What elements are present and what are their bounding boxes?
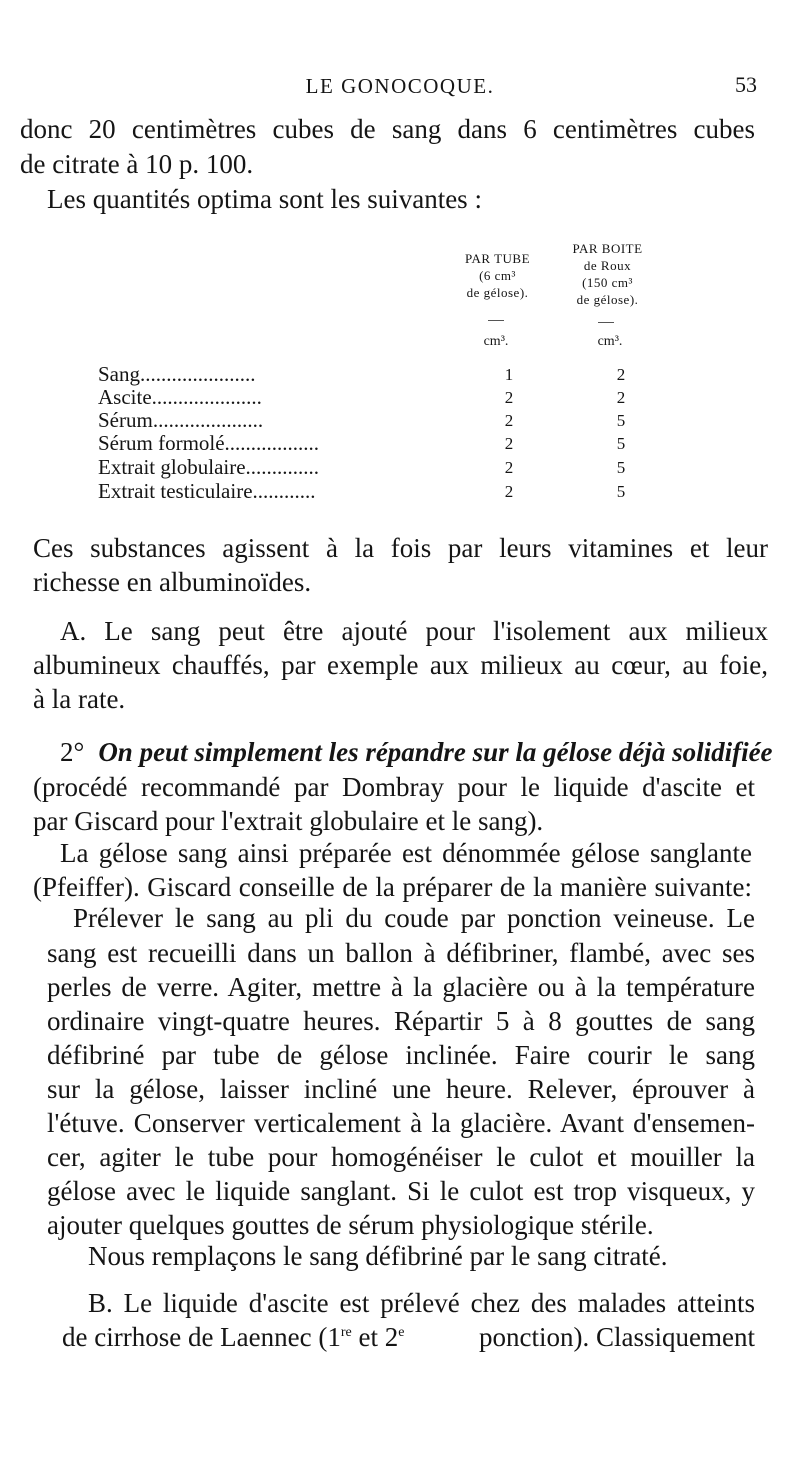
table-row-label: Ascite..................... xyxy=(98,385,262,409)
paragraph-1-line: richesse en albuminoïdes. xyxy=(33,567,312,597)
paragraph-2-number: 2° xyxy=(60,737,85,767)
paragraph-b-line-2 xyxy=(62,1324,755,1351)
ordinal-superscript: e xyxy=(398,1325,405,1340)
table-row-label: Extrait globulaire.............. xyxy=(98,455,320,479)
paragraph-b-line-2-start xyxy=(62,1324,404,1351)
ordinal-superscript: re xyxy=(340,1325,352,1340)
paragraph-2-first-line xyxy=(60,737,773,767)
table-row-value-boite: 2 xyxy=(616,388,626,407)
paragraph-3-line: La gélose sang ainsi préparée est dénommée gélose sanglante xyxy=(60,838,752,868)
paragraph-4-line: sur la gélose, laisser incliné une heure. Relever, éprouver à xyxy=(47,1074,755,1104)
col2-head-line: PAR BOITE xyxy=(572,241,643,256)
table-row-value-tube: 2 xyxy=(504,458,514,477)
paragraph-b-text: de cirrhose de Laennec (1 xyxy=(62,1322,341,1352)
intro-line-2: de citrate à 10 p. 100. xyxy=(20,149,254,179)
table-row-value-tube: 2 xyxy=(504,434,514,453)
paragraph-a-line: à la rate. xyxy=(33,684,126,714)
table-row-label: Sang...................... xyxy=(98,362,256,386)
col1-head-line: de gélose). xyxy=(466,285,529,300)
table-row-label: Extrait testiculaire............ xyxy=(98,479,316,503)
table-col1-header xyxy=(445,250,550,301)
paragraph-4-line: gélose avec le liquide sanglant. Si le culot est trop visqueux, y xyxy=(47,1176,755,1206)
col1-rule xyxy=(488,320,504,321)
table-row-value-tube: 1 xyxy=(504,365,514,384)
paragraph-4-line: ajouter quelques gouttes de sérum physiologique stérile. xyxy=(47,1210,654,1240)
running-title: LE GONOCOQUE. xyxy=(305,74,495,98)
page-number: 53 xyxy=(735,72,757,97)
table-row-label: Sérum formolé.................. xyxy=(98,431,320,455)
paragraph-4-line: sang est recueilli dans un ballon à défibriner, flambé, avec ses xyxy=(47,938,755,968)
paragraph-b-text: et 2 xyxy=(351,1322,399,1352)
paragraph-1-line: Ces substances agissent à la fois par leurs vitamines et leur xyxy=(33,533,768,563)
table-row-value-boite: 2 xyxy=(616,365,626,384)
paragraph-4-line: ordinaire vingt-quatre heures. Répartir 5 à 8 gouttes de sang xyxy=(47,1006,755,1036)
table-row-value-tube: 2 xyxy=(504,482,514,501)
paragraph-b-text: ponction). Classiquement xyxy=(479,1322,755,1352)
table-row-value-tube: 2 xyxy=(504,388,514,407)
table-row-label: Sérum..................... xyxy=(98,408,264,432)
table-row-value-boite: 5 xyxy=(616,458,626,477)
paragraph-4-line: l'étuve. Conserver verticalement à la glacière. Avant d'ensemen- xyxy=(47,1108,755,1138)
paragraph-4-line: perles de verre. Agiter, mettre à la glacière ou à la température xyxy=(47,972,755,1002)
paragraph-4-line: Prélever le sang au pli du coude par ponction veineuse. Le xyxy=(73,903,755,933)
paragraph-2-line: par Giscard pour l'extrait globulaire et le sang). xyxy=(33,806,544,836)
table-row-value-boite: 5 xyxy=(616,411,626,430)
table-row-value-boite: 5 xyxy=(616,434,626,453)
col1-head-line: (6 cm³ xyxy=(479,268,516,283)
paragraph-5: Nous remplaçons le sang défibriné par le sang citraté. xyxy=(88,1241,668,1271)
col2-head-line: de Roux xyxy=(583,258,632,273)
paragraph-2-italic: On peut simplement les répandre sur la gélose déjà solidifiée xyxy=(98,737,773,767)
col2-rule xyxy=(598,322,614,323)
col1-unit: cm³. xyxy=(483,334,509,349)
paragraph-4-line: défibriné par tube de gélose inclinée. Faire courir le sang xyxy=(47,1040,755,1070)
paragraph-a-line: A. Le sang peut être ajouté pour l'isolement aux milieux xyxy=(60,616,768,646)
paragraph-2-line: (procédé recommandé par Dombray pour le liquide d'ascite et xyxy=(33,772,755,802)
col1-head-line: PAR TUBE xyxy=(464,251,531,266)
table-row-value-boite: 5 xyxy=(616,482,626,501)
table-row-value-tube: 2 xyxy=(504,411,514,430)
intro-line-3: Les quantités optima sont les suivantes : xyxy=(47,184,482,214)
col2-head-line: de gélose). xyxy=(576,292,639,307)
paragraph-3-line: (Pfeiffer). Giscard conseille de la préparer de la manière suivante: xyxy=(33,872,752,902)
paragraph-4-line: cer, agiter le tube pour homogénéiser le culot et mouiller la xyxy=(47,1142,755,1172)
paragraph-b-line-1: B. Le liquide d'ascite est prélevé chez des malades atteints xyxy=(88,1288,755,1318)
col2-head-line: (150 cm³ xyxy=(582,275,633,290)
paragraph-a-line: albumineux chauffés, par exemple aux milieux au cœur, au foie, xyxy=(33,650,768,680)
table-col2-header xyxy=(555,240,660,308)
intro-line-1: donc 20 centimètres cubes de sang dans 6 centimètres cubes xyxy=(20,114,755,144)
col2-unit: cm³. xyxy=(597,334,623,349)
